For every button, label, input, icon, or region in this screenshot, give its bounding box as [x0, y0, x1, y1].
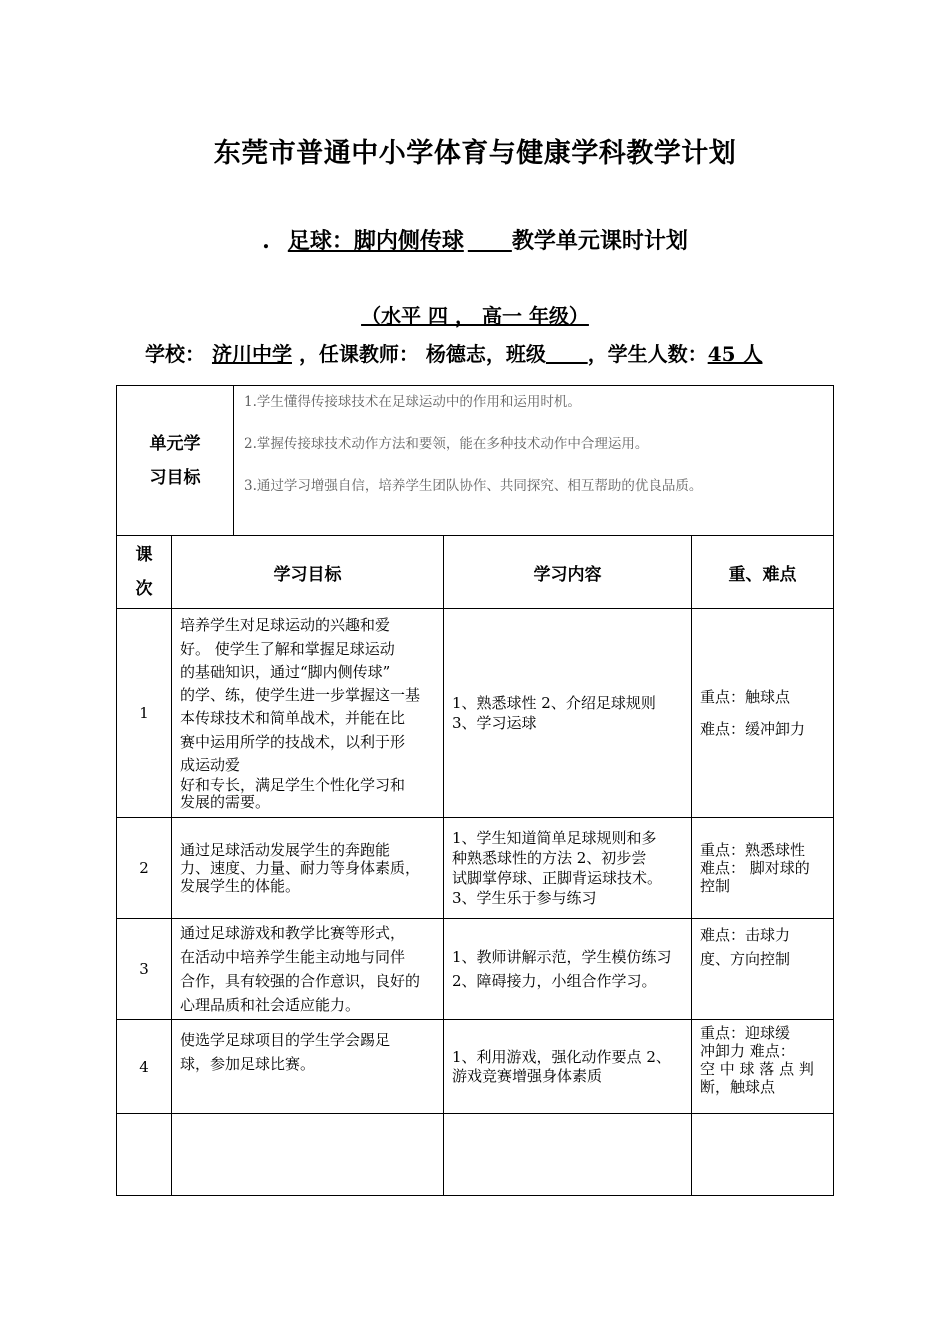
- empty-cell: [172, 1114, 444, 1196]
- lesson-key-points: [692, 818, 834, 919]
- teacher-label: ，任课教师：: [298, 342, 419, 366]
- content-line: 种熟悉球性的方法 2、初步尝: [452, 848, 647, 867]
- empty-cell: [692, 1114, 834, 1196]
- objective-line: 通过足球活动发展学生的奔跑能: [180, 841, 391, 859]
- key-line: 难点：缓冲卸力: [700, 720, 806, 738]
- content-line: 2、障碍接力，小组合作学习。: [452, 972, 657, 990]
- class-label: ，班级: [485, 342, 546, 366]
- content-line: 1、熟悉球性 2、介绍足球规则: [452, 693, 656, 712]
- lesson-plan-table: [116, 535, 834, 1196]
- class-blank: [546, 342, 588, 366]
- empty-cell: [117, 1114, 172, 1196]
- content-line: 1、教师讲解示范，学生模仿练习: [452, 948, 672, 966]
- page-title: 东莞市普通中小学体育与健康学科教学计划: [213, 138, 737, 169]
- key-line: 控制: [700, 877, 731, 895]
- unit-title-dot: .: [262, 228, 270, 254]
- lesson-key-points: [692, 609, 834, 818]
- level-text: （水平 四 ， 高一 年级）: [361, 304, 589, 328]
- objective-line: 成运动爱: [180, 755, 241, 774]
- content-line: 1、利用游戏，强化动作要点 2、: [452, 1047, 671, 1066]
- lesson-content: [444, 1020, 692, 1114]
- unit-goals-table: [116, 385, 834, 536]
- key-line: 断，触球点: [700, 1078, 776, 1096]
- header-lesson-number: [117, 536, 172, 609]
- header-lesson-line2: 次: [135, 579, 153, 599]
- content-line: 1、学生知道简单足球规则和多: [452, 828, 657, 847]
- lesson-content: [444, 818, 692, 919]
- objective-line: 赛中运用所学的技战术，以利于形: [180, 732, 406, 751]
- lesson-content: [444, 609, 692, 818]
- table-row: [117, 609, 834, 818]
- key-gap: [700, 707, 825, 719]
- objective-line: 发展的需要。: [180, 793, 271, 812]
- unit-title: [0, 224, 950, 255]
- objective-line: 心理品质和社会适应能力。: [180, 996, 361, 1014]
- key-line: 空 中 球 落 点 判: [700, 1060, 814, 1078]
- table-header-row: [117, 536, 834, 609]
- teacher-value: 杨德志: [425, 342, 486, 366]
- lesson-objective: [172, 818, 444, 919]
- objective-line: 好和专长，满足学生个性化学习和: [180, 776, 406, 795]
- header-lesson-line1: 课: [135, 545, 153, 565]
- objective-line: 培养学生对足球运动的兴趣和爱: [180, 616, 391, 635]
- key-line: 重点：熟悉球性: [700, 841, 806, 859]
- key-line: 难点：击球力: [700, 926, 791, 944]
- lesson-content: [444, 919, 692, 1020]
- header-content: 学习内容: [444, 536, 692, 609]
- objective-line: 球，参加足球比赛。: [180, 1055, 316, 1073]
- key-line: 重点：触球点: [700, 687, 791, 706]
- lesson-number: 4: [117, 1020, 172, 1114]
- objective-line: 本传球技术和简单战术，并能在比: [180, 709, 406, 728]
- table-row: [117, 818, 834, 919]
- unit-goal-item: 1.学生懂得传接球技术在足球运动中的作用和运用时机。: [244, 394, 581, 410]
- key-line: 重点：迎球缓: [700, 1024, 791, 1042]
- school-info-line: [145, 338, 845, 367]
- school-value: 济川中学: [211, 342, 292, 366]
- unit-goal-item: 2.掌握传接球技术动作方法和要领，能在多种技术动作中合理运用。: [244, 436, 649, 452]
- unit-goals-label-line1: 单元学: [149, 433, 201, 454]
- level-line: [0, 300, 950, 329]
- objective-line: 的学、练，使学生进一步掌握这一基: [180, 686, 421, 705]
- unit-name: 足球：脚内侧传球: [287, 228, 464, 254]
- lesson-objective: [172, 1020, 444, 1114]
- objective-line: 通过足球游戏和教学比赛等形式，: [180, 924, 406, 942]
- objective-line: 在活动中培养学生能主动地与同伴: [180, 948, 406, 966]
- header-key-points: 重、难点: [692, 536, 834, 609]
- unit-goal-item: 3.通过学习增强自信，培养学生团队协作、共同探究、相互帮助的优良品质。: [244, 478, 703, 494]
- objective-line: 力、速度、力量、耐力等身体素质，: [180, 859, 421, 877]
- objective-line: 发展学生的体能。: [180, 877, 301, 895]
- table-row: [117, 1020, 834, 1114]
- students-value: 45 人: [707, 342, 763, 366]
- content-line: 游戏竞赛增强身体素质: [452, 1066, 603, 1085]
- empty-cell: [444, 1114, 692, 1196]
- objective-line: 使选学足球项目的学生学会踢足: [180, 1031, 391, 1049]
- school-label: 学校：: [145, 342, 205, 366]
- content-line: 3、学习运球: [452, 714, 537, 732]
- key-line: 难点： 脚对球的: [700, 859, 810, 877]
- objective-line: 的基础知识，通过“脚内侧传球”: [180, 662, 391, 681]
- content-line: 3、学生乐于参与练习: [452, 889, 597, 908]
- content-line: 试脚掌停球、正脚背运球技术。: [452, 869, 663, 887]
- unit-goals-label-line2: 习目标: [149, 467, 201, 488]
- objective-line: 好。 使学生了解和掌握足球运动: [180, 639, 395, 658]
- header-objective: 学习目标: [172, 536, 444, 609]
- unit-goals-label: [117, 386, 234, 536]
- objective-line: 合作，具有较强的合作意识，良好的: [180, 972, 421, 990]
- lesson-objective: [172, 609, 444, 818]
- key-line: 度、方向控制: [700, 950, 791, 968]
- students-label: ，学生人数：: [587, 342, 708, 366]
- key-line: 冲卸力 难点：: [700, 1042, 795, 1060]
- lesson-key-points: [692, 919, 834, 1020]
- table-row: [117, 919, 834, 1020]
- lesson-number: 2: [117, 818, 172, 919]
- unit-name-blank: [468, 228, 512, 254]
- lesson-key-points: [692, 1020, 834, 1114]
- table-row-empty: [117, 1114, 834, 1196]
- lesson-number: 1: [117, 609, 172, 818]
- unit-goals-list: [234, 386, 834, 536]
- lesson-objective: [172, 919, 444, 1020]
- unit-suffix: 教学单元课时计划: [511, 228, 688, 254]
- lesson-number: 3: [117, 919, 172, 1020]
